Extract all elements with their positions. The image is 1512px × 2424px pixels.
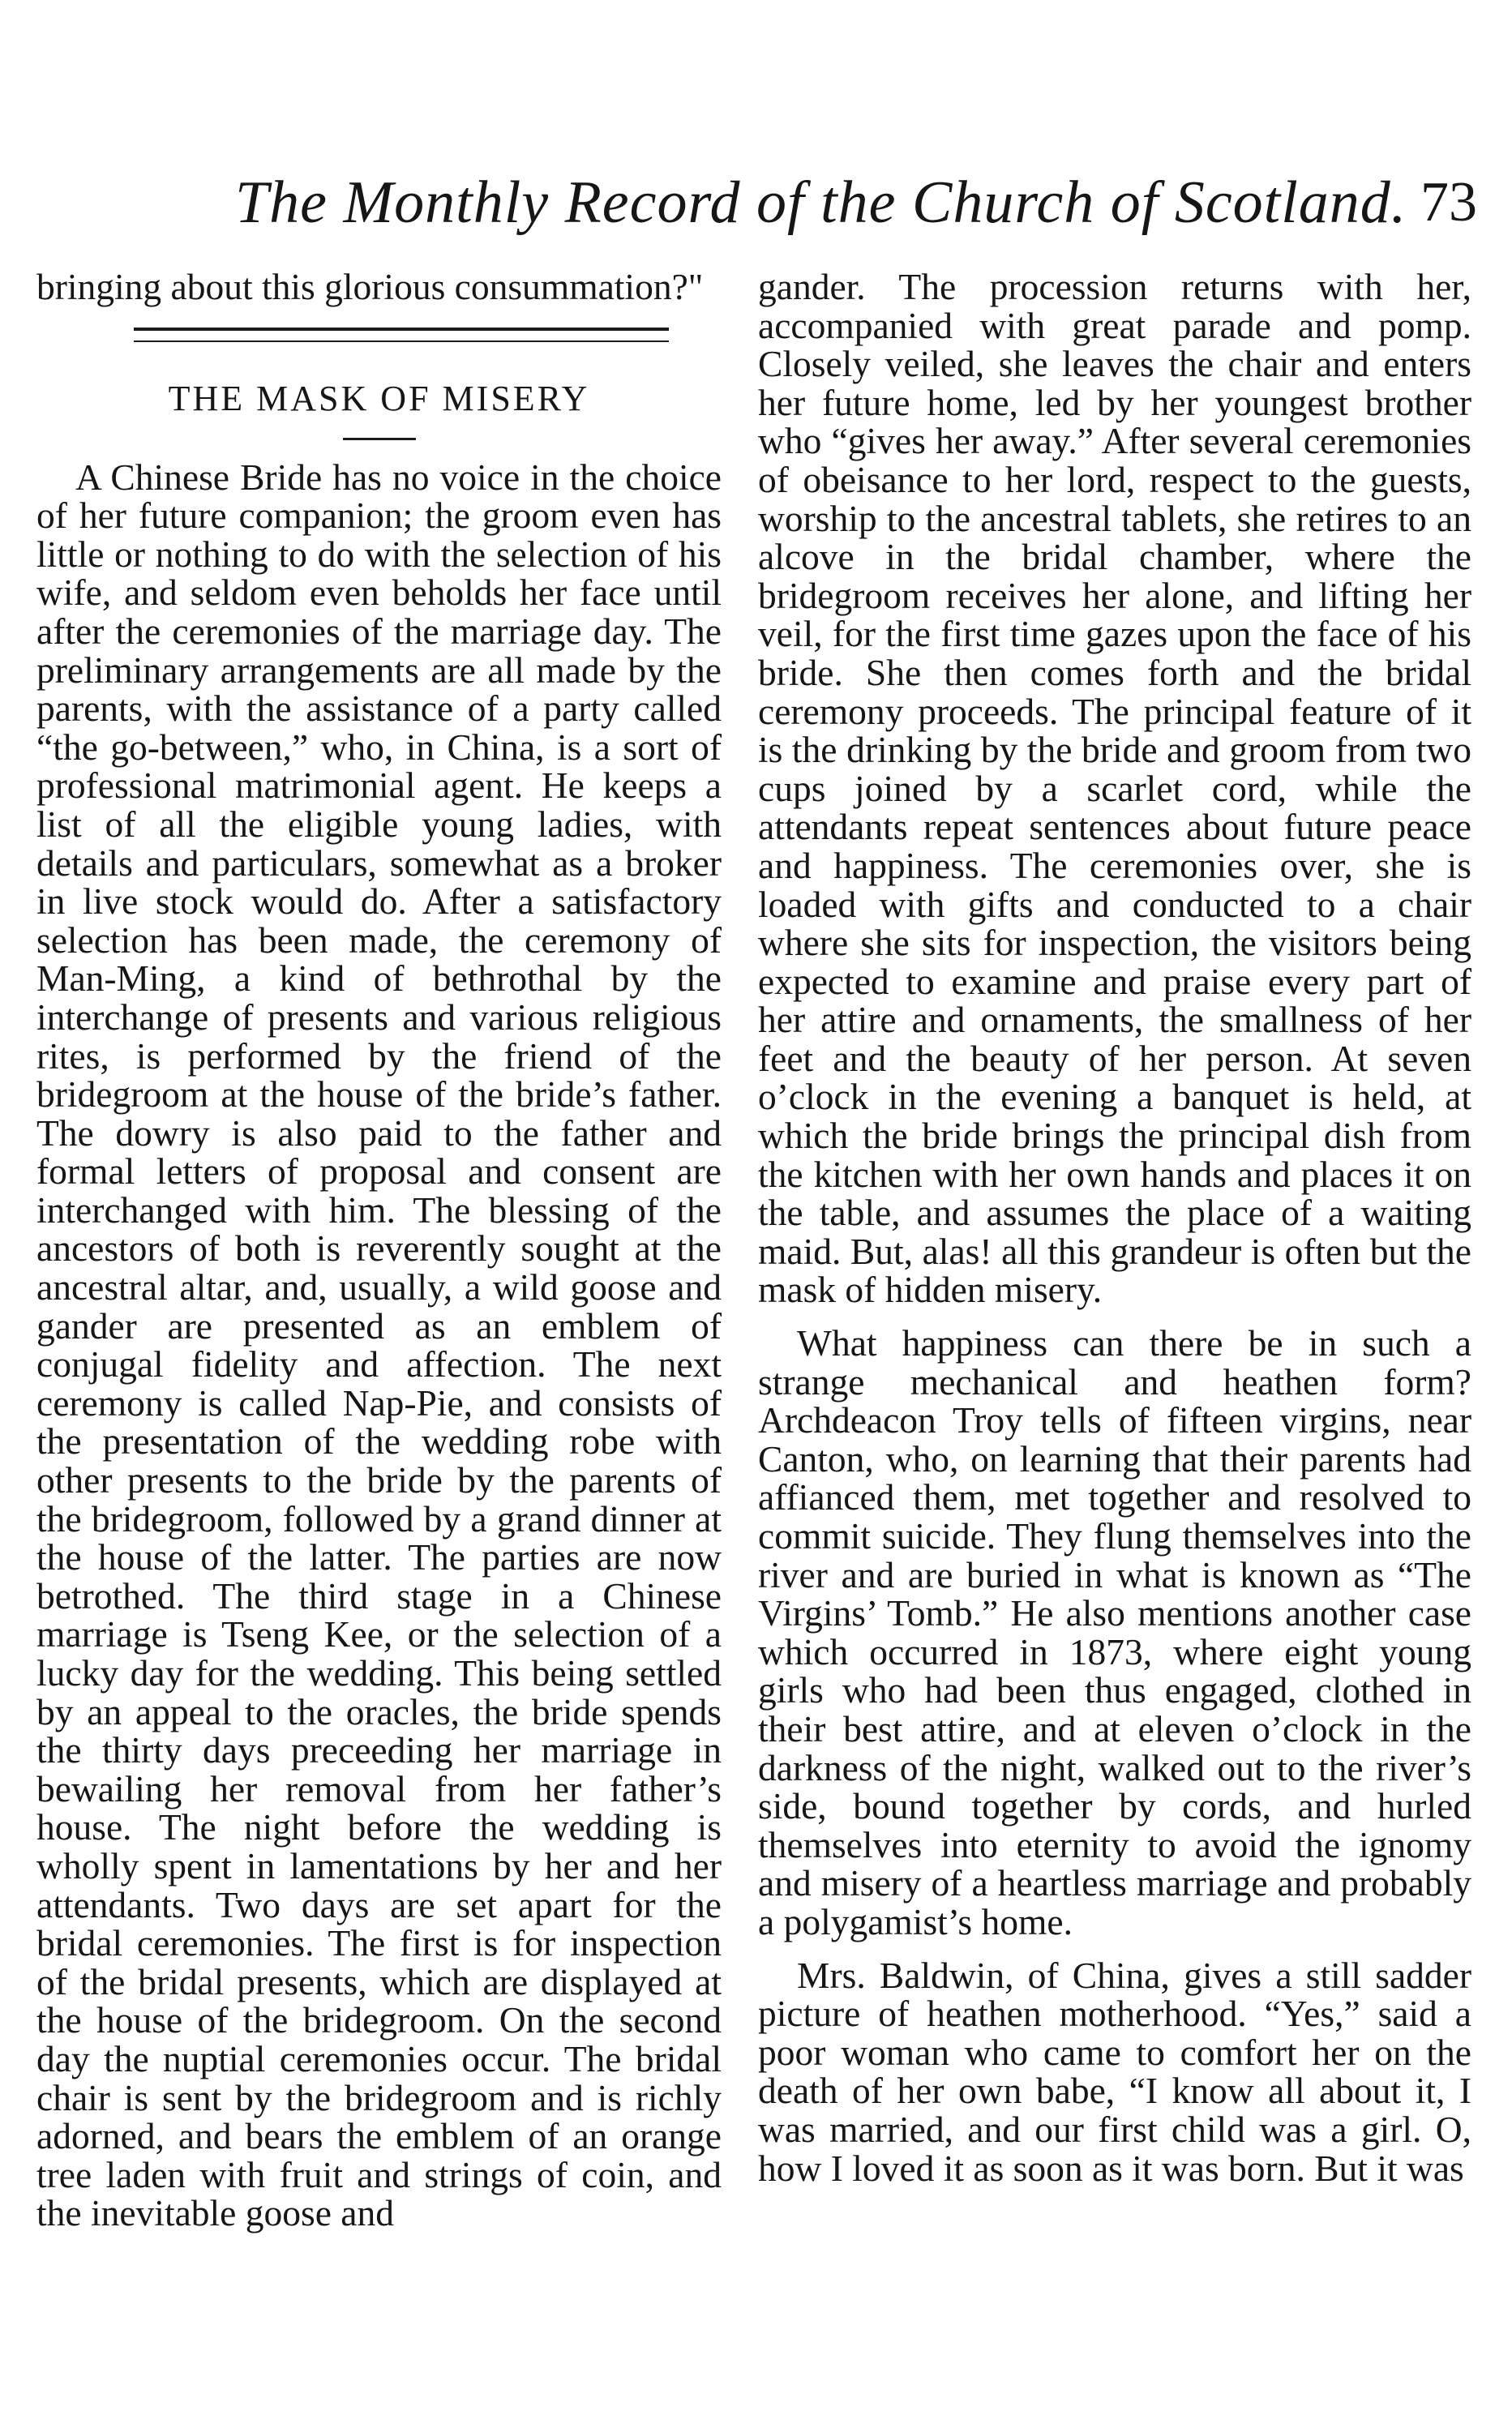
article-paragraph: A Chinese Bride has no voice in the choice of her future companion; the groom even has little or nothing to do with the selection of his wife, and seldom even beholds her face until after the ceremonies of the marriage day. The preliminary arrangements are all made by the parents, with the assistance of a party called “the go-between,” who, in China, is a sort of professional matrimonial agent. He keeps a list of all the eligible young ladies, with details and particulars, somewhat as a broker in live stock would do. After a satisfactory selection has been made, the ceremony of Man-Ming, a kind of bethrothal by the interchange of presents and various religious rites, is performed by the friend of the bridegroom at the house of the bride’s father. The dowry is also paid to the father and formal letters of proposal and consent are interchanged with him. The blessing of the ancestors of both is reverently sought at the ancestral altar, and, usually, a wild goose and gander are presented as an emblem of conjugal fidelity and affection. The next ceremony is called Nap-Pie, and consists of the presentation of the wedding robe with other presents to the bride by the parents of the bridegroom, followed by a grand dinner at the house of the latter. The parties are now betrothed. The third stage in a Chinese marriage is Tseng Kee, or the selection of a lucky day for the wedding. This being settled by an appeal to the oracles, the bride spends the thirty days preceeding her marriage in bewailing her removal from her father’s house. The night before the wedding is wholly spent in lamentations by her and her attendants. Two days are set apart for the bridal ceremonies. The first is for inspection of the bridal presents, which are displayed at the house of the bridegroom. On the second day the nuptial ceremonies occur. The bridal chair is sent by the bridegroom and is richly adorned, and bears the emblem of an orange tree laden with fruit and strings of coin, and the inevitable goose and [36, 456, 722, 2234]
page-number: 73 [1420, 171, 1477, 233]
article-title: THE MASK OF MISERY [168, 378, 590, 418]
section-divider [134, 328, 669, 342]
article-paragraph: gander. The procession returns with her, accompanied with great parade and pomp. Closely veiled, she leaves the chair and enters her future home, led by her youngest brother who “gives her away.” After several ceremonies of obeisance to her lord, respect to the guests, worship to the ancestral tablets, she retires to an alcove in the bridal chamber, where the bridegroom receives her alone, and lifting her veil, for the first time gazes upon the face of his bride. She then comes forth and the bridal ceremony proceeds. The principal feature of it is the drinking by the bride and groom from two cups joined by a scarlet cord, while the attendants repeat sentences about future peace and happiness. The ceremonies over, she is loaded with gifts and conducted to a chair where she sits for inspection, the visitors being expected to examine and praise every part of her attire and ornaments, the smallness of her feet and the beauty of her person. At seven o’clock in the evening a banquet is held, at which the bride brings the principal dish from the kitchen with her own hands and places it on the table, and assumes the place of a waiting maid. But, alas! all this grandeur is often but the mask of hidden misery. [758, 266, 1471, 1311]
article-paragraph: What happiness can there be in such a strange mechanical and heathen form? Archdeacon Troy tells of fifteen virgins, near Canton, who, on learning that their parents had affianced them, met together and resolved to commit suicide. They flung themselves into the river and are buried in what is known as “The Virgins’ Tomb.” He also mentions another case which occurred in 1873, where eight young girls who had been thus engaged, clothed in their best attire, and at eleven o’clock in the darkness of the night, walked out to the river’s side, bound together by cords, and hurled themselves into eternity to avoid the ignomy and misery of a heartless marriage and probably a polygamist’s home. [758, 1322, 1471, 1942]
running-header [235, 166, 1492, 239]
right-column [758, 268, 1471, 2187]
intro-continuation: bringing about this glorious consummation?" [36, 266, 704, 307]
title-underline [343, 438, 416, 440]
article-paragraph: Mrs. Baldwin, of China, gives a still sadder picture of heathen motherhood. “Yes,” said a poor woman who came to comfort her on the death of her own babe, “I know all about it, I was married, and our first child was a girl. O, how I loved it as soon as it was born. But it was [758, 1954, 1471, 2189]
left-column [36, 268, 722, 2233]
publication-title: The Monthly Record of the Church of Scotland. [235, 169, 1407, 236]
